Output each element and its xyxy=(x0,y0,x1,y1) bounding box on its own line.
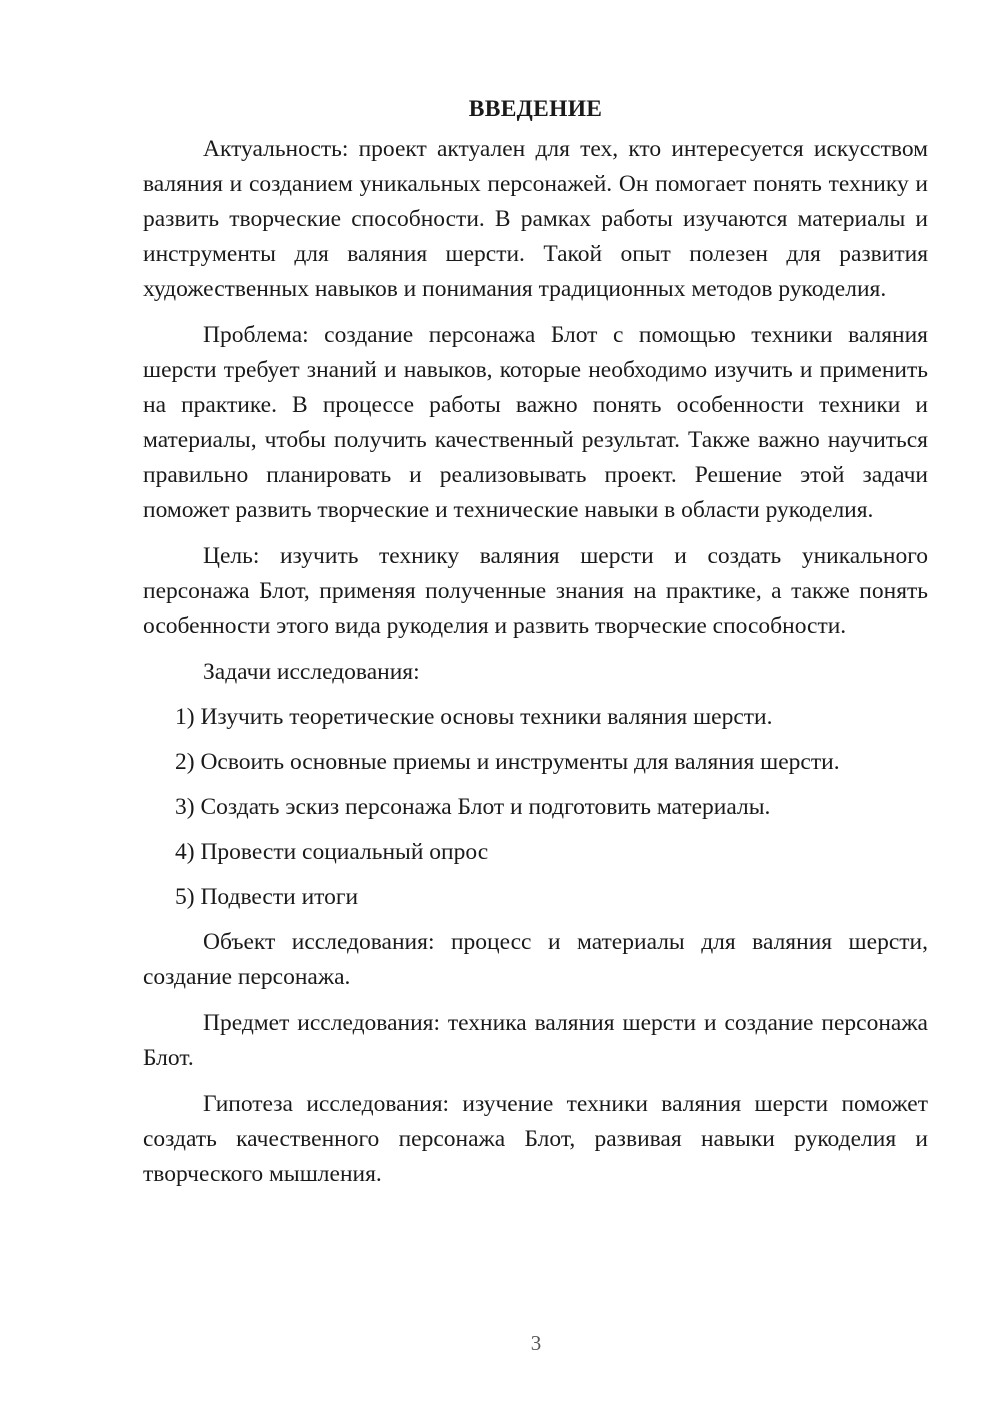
page-content xyxy=(143,92,928,1203)
tasks-list xyxy=(143,700,928,915)
list-item: 5) Подвести итоги xyxy=(175,884,359,910)
list-item: 1) Изучить теоретические основы техники валяния шерсти. xyxy=(175,704,773,730)
list-item: 2) Освоить основные приемы и инструменты для валяния шерсти. xyxy=(175,749,840,775)
page-title: ВВЕДЕНИЕ xyxy=(468,96,603,122)
list-item: 3) Создать эскиз персонажа Блот и подготовить материалы. xyxy=(175,794,771,820)
paragraph-goal: Цель: изучить технику валяния шерсти и создать уникального персонажа Блот, применяя полученные знания на практике, а также понять особенности этого вида рукоделия и развить творческие способности. xyxy=(143,543,928,639)
paragraph-subject: Предмет исследования: техника валяния шерсти и создание персонажа Блот. xyxy=(143,1010,928,1071)
tasks-heading: Задачи исследования: xyxy=(203,659,420,685)
page-number: 3 xyxy=(530,1331,542,1355)
paragraph-object: Объект исследования: процесс и материалы для валяния шерсти, создание персонажа. xyxy=(143,929,928,990)
paragraph-relevance: Актуальность: проект актуален для тех, кто интересуется искусством валяния и созданием уникальных персонажей. Он помогает понять технику и развить творческие способности. В рамках работы изучаются материалы и инструменты для валяния шерсти. Такой опыт полезен для развития художественных навыков и понимания традиционных методов рукоделия. xyxy=(143,136,928,302)
paragraph-problem: Проблема: создание персонажа Блот с помощью техники валяния шерсти требует знаний и навыков, которые необходимо изучить и применить на практике. В процессе работы важно понять особенности техники и материалы, чтобы получить качественный результат. Также важно научиться правильно планировать и реализовывать проект. Решение этой задачи поможет развить творческие и технические навыки в области рукоделия. xyxy=(143,322,928,523)
list-item: 4) Провести социальный опрос xyxy=(175,839,489,865)
paragraph-hypothesis: Гипотеза исследования: изучение техники валяния шерсти поможет создать качественного персонажа Блот, развивая навыки рукоделия и творческого мышления. xyxy=(143,1091,928,1187)
